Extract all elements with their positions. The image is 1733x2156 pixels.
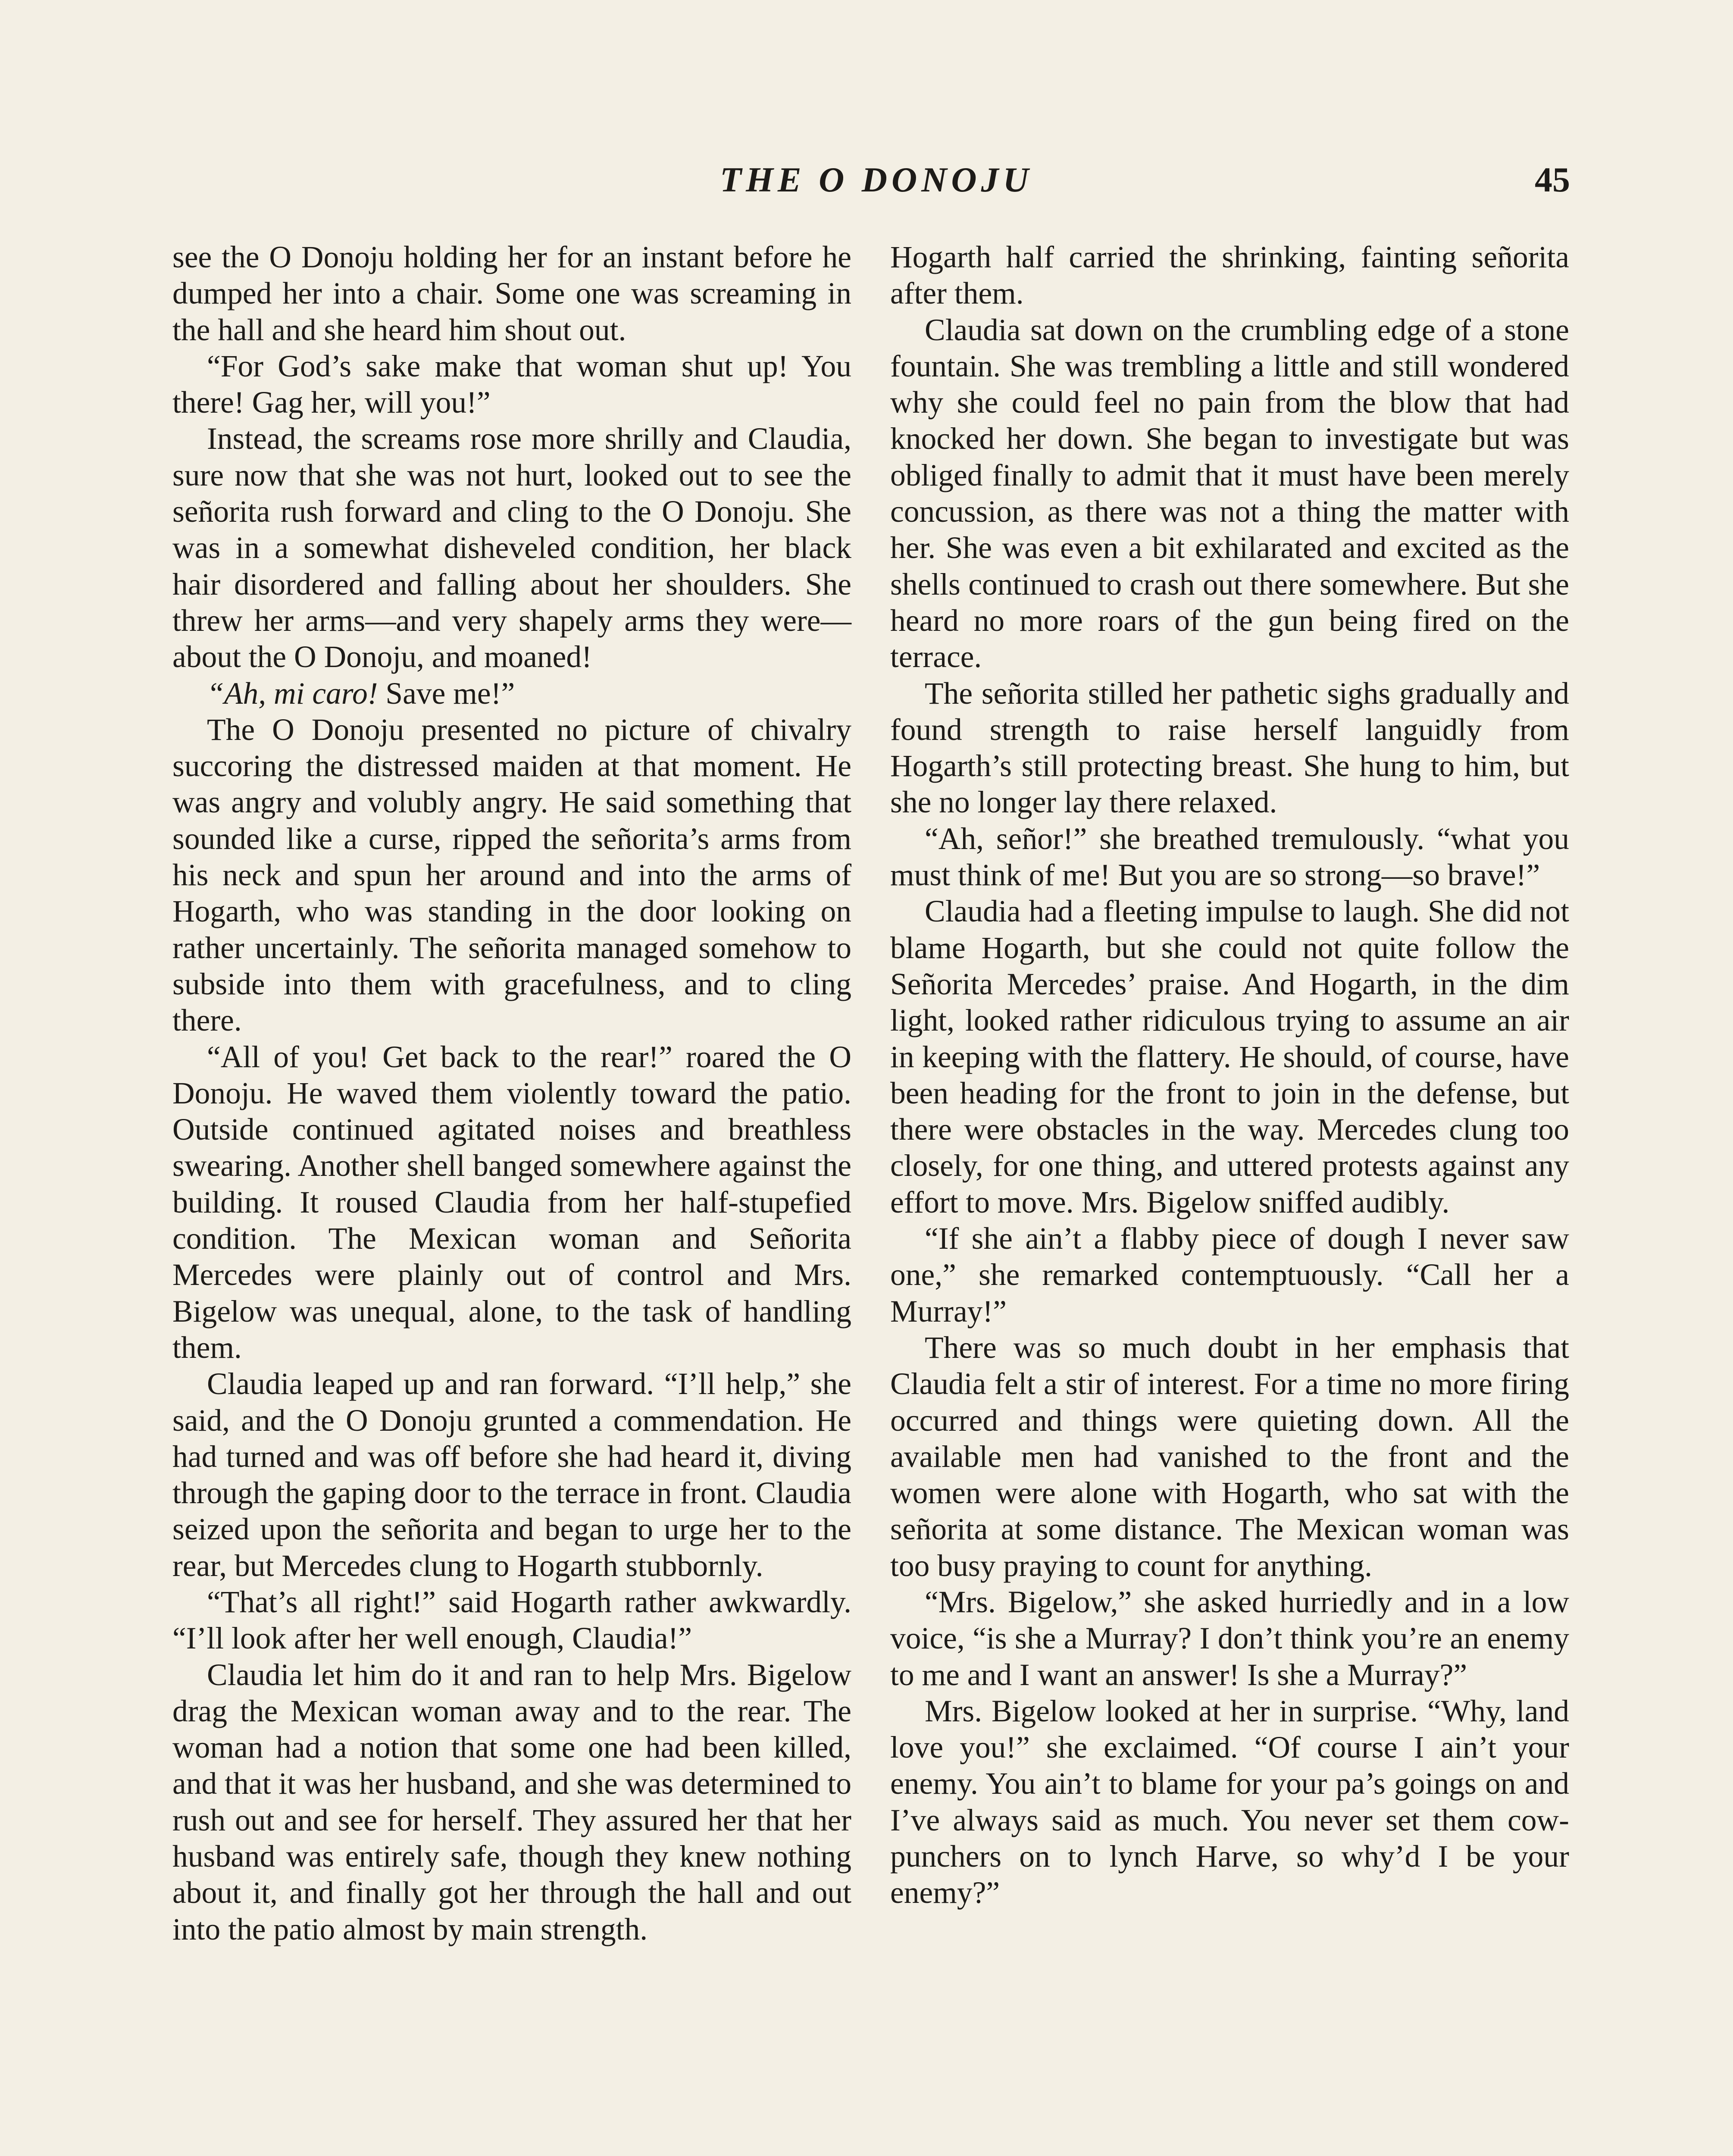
page-header (0, 160, 1733, 207)
paragraph: Hogarth half carried the shrinking, fainting señorita after them. (890, 240, 1569, 311)
right-column (890, 239, 1569, 1912)
paragraph: Mrs. Bigelow looked at her in surprise. “Why, land love you!” she exclaimed. “Of course I ain’t your enemy. You ain’t to blame for your pa’s goings on and I’ve always said as much. You never set them cow-punchers on to lynch Harve, so why’d I be your enemy?” (890, 1694, 1569, 1910)
paragraph: Claudia let him do it and ran to help Mrs. Bigelow drag the Mexican woman away and to the rear. The woman had a notion that some one had been killed, and that it was her husband, and she was determined to rush out and see for herself. They assured her that her husband was entirely safe, though they knew nothing about it, and finally got her through the hall and out into the patio almost by main strength. (172, 1658, 851, 1946)
paragraph-text: Save me!” (378, 676, 515, 711)
paragraph (172, 676, 851, 712)
paragraph: There was so much doubt in her emphasis that Claudia felt a stir of interest. For a time no more firing occurred and things were quieting down. All the available men had vanished to the front and the women were alone with Hogarth, who sat with the señorita at some distance. The Mexican woman was too busy praying to count for anything. (890, 1330, 1569, 1583)
paragraph: “Ah, señor!” she breathed tremulously. “what you must think of me! But you are so strong—so brave!” (890, 821, 1569, 893)
paragraph: Claudia sat down on the crumbling edge of a stone fountain. She was trembling a little and still wondered why she could feel no pain from the blow that had knocked her down. She began to investigate but was obliged finally to admit that it must have been merely concussion, as there was not a thing the matter with her. She was even a bit exhilarated and excited as the shells continued to crash out there somewhere. But she heard no more roars of the gun being fired on the terrace. (890, 313, 1569, 674)
page-number: 45 (1535, 160, 1570, 199)
paragraph: The O Donoju presented no picture of chivalry succoring the distressed maiden at that moment. He was angry and volubly angry. He said something that sounded like a curse, ripped the señorita’s arms from his neck and spun her around and into the arms of Hogarth, who was standing in the door looking on rather uncertainly. The señorita managed somehow to subside into them with gracefulness, and to cling there. (172, 712, 851, 1038)
paragraph: “If she ain’t a flabby piece of dough I never saw one,” she remarked contemptuously. “Call her a Murray!” (890, 1222, 1569, 1329)
paragraph: The señorita stilled her pathetic sighs gradually and found strength to raise herself languidly from Hogarth’s still protecting breast. She hung to him, but she no longer lay there relaxed. (890, 676, 1569, 820)
paragraph: “All of you! Get back to the rear!” roared the O Donoju. He waved them violently toward the patio. Outside continued agitated noises and breathless swearing. Another shell banged somewhere against the building. It roused Claudia from her half-stupefied condition. The Mexican woman and Señorita Mercedes were plainly out of control and Mrs. Bigelow was unequal, alone, to the task of handling them. (172, 1040, 851, 1365)
paragraph: “That’s all right!” said Hogarth rather awkwardly. “I’ll look after her well enough, Claudia!” (172, 1585, 851, 1656)
paragraph: “For God’s sake make that woman shut up! You there! Gag her, will you!” (172, 349, 851, 420)
running-title: THE O DONOJU (720, 160, 1033, 199)
left-column (172, 239, 851, 1948)
italic-phrase: “Ah, mi caro! (207, 676, 378, 711)
paragraph: Claudia had a fleeting impulse to laugh. She did not blame Hogarth, but she could not quite follow the Señorita Mercedes’ praise. And Hogarth, in the dim light, looked rather ridiculous trying to assume an air in keeping with the flattery. He should, of course, have been heading for the front to join in the defense, but there were obstacles in the way. Mercedes clung too closely, for one thing, and uttered protests against any effort to move. Mrs. Bigelow sniffed audibly. (890, 894, 1569, 1219)
paragraph: see the O Donoju holding her for an instant before he dumped her into a chair. Some one was screaming in the hall and she heard him shout out. (172, 240, 851, 347)
paragraph: Claudia leaped up and ran forward. “I’ll help,” she said, and the O Donoju grunted a commendation. He had turned and was off before she had heard it, diving through the gaping door to the terrace in front. Claudia seized upon the señorita and began to urge her to the rear, but Mercedes clung to Hogarth stubbornly. (172, 1367, 851, 1583)
paragraph: “Mrs. Bigelow,” she asked hurriedly and in a low voice, “is she a Murray? I don’t think you’re an enemy to me and I want an answer! Is she a Murray?” (890, 1585, 1569, 1692)
paragraph: Instead, the screams rose more shrilly and Claudia, sure now that she was not hurt, looked out to see the señorita rush forward and cling to the O Donoju. She was in a somewhat disheveled condition, her black hair disordered and falling about her shoulders. She threw her arms—and very shapely arms they were—about the O Donoju, and moaned! (172, 422, 851, 674)
